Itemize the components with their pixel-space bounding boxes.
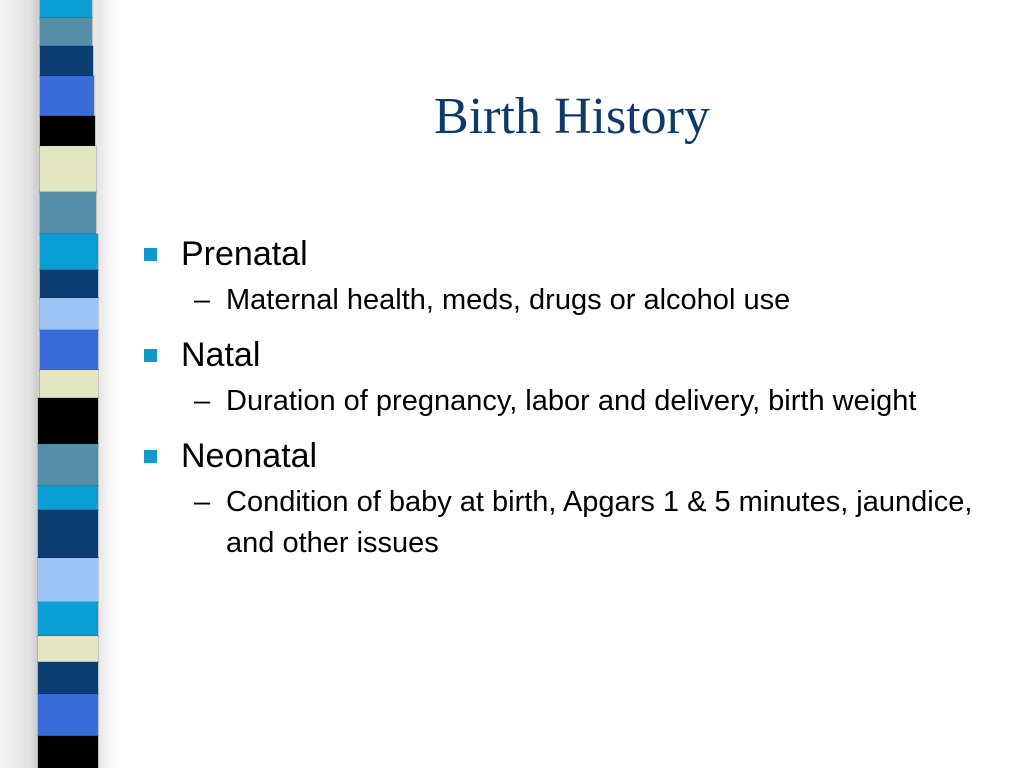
dash-icon: –	[194, 385, 211, 417]
strip-band	[38, 510, 98, 558]
strip-band	[40, 146, 96, 192]
square-bullet-icon	[144, 450, 157, 463]
sub-item	[194, 482, 1000, 564]
strip-band	[40, 0, 92, 18]
sub-list	[140, 381, 1000, 422]
strip-band	[38, 602, 98, 636]
sub-list	[140, 280, 1000, 321]
dash-icon: –	[194, 284, 211, 316]
strip-band	[40, 234, 98, 270]
bullet-list	[140, 228, 1000, 564]
slide-title: Birth History	[434, 88, 710, 145]
strip-band	[38, 736, 98, 768]
strip-band	[40, 46, 93, 76]
strip-band	[38, 662, 98, 694]
strip-band	[38, 694, 98, 736]
bullet-item	[140, 329, 1000, 422]
sub-item	[194, 280, 1000, 321]
strip-band	[38, 636, 98, 662]
dash-icon: –	[194, 486, 211, 518]
sub-item-text: Maternal health, meds, drugs or alcohol use	[226, 284, 791, 316]
bullet-item	[140, 228, 1000, 321]
strip-band	[38, 444, 98, 486]
bullet-label: Neonatal	[181, 437, 318, 475]
strip-band	[40, 192, 96, 234]
bullet-label: Prenatal	[181, 235, 308, 273]
sub-item-text: Condition of baby at birth, Apgars 1 & 5 minutes, jaundice, and other issues	[226, 486, 973, 559]
sub-item	[194, 381, 1000, 422]
strip-band	[38, 486, 98, 510]
bullet-label: Natal	[181, 336, 261, 374]
strip-band	[40, 18, 92, 46]
decorative-strip	[0, 0, 120, 768]
strip-band	[40, 330, 98, 370]
sub-list	[140, 482, 1000, 564]
strip-band	[40, 76, 94, 116]
strip-band	[40, 298, 98, 330]
bullet-item	[140, 430, 1000, 564]
square-bullet-icon	[144, 248, 157, 261]
strip-band	[40, 370, 98, 398]
sub-item-text: Duration of pregnancy, labor and delivery, birth weight	[226, 385, 917, 417]
square-bullet-icon	[144, 349, 157, 362]
strip-band	[38, 558, 98, 602]
strip-band	[38, 398, 98, 444]
strip-band	[40, 116, 95, 146]
strip-band	[40, 270, 98, 298]
